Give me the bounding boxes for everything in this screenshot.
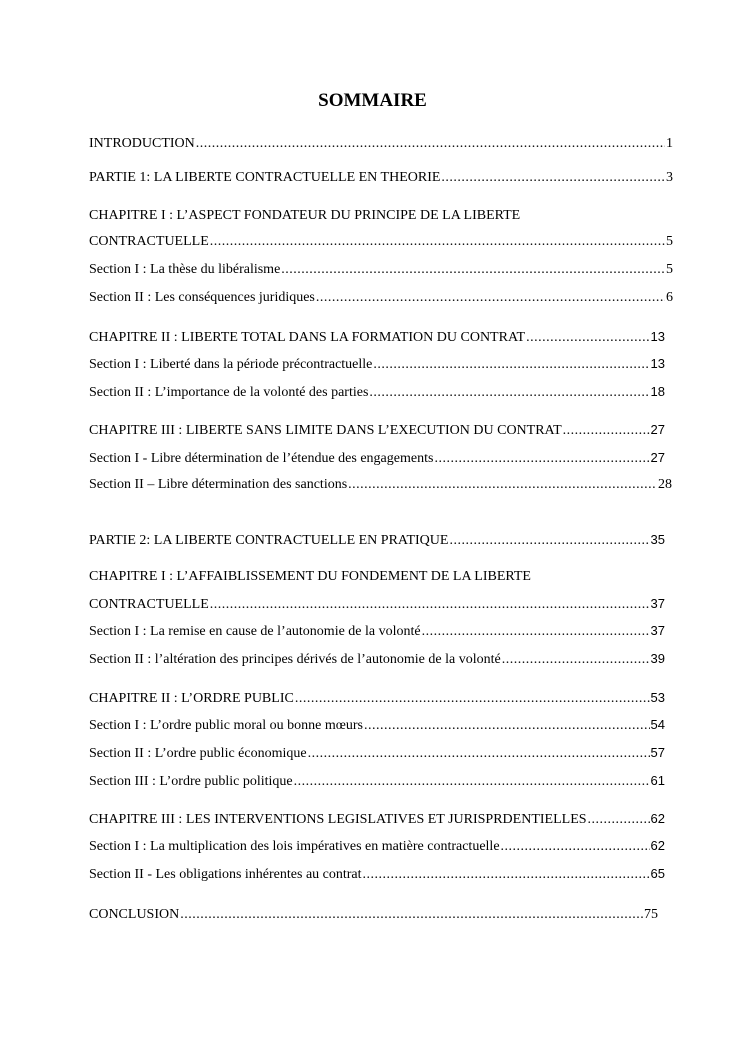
toc-entry-page: 37 <box>650 596 665 611</box>
toc-entry-page: 35 <box>650 532 665 547</box>
dot-leader <box>501 838 650 856</box>
toc-entry-section[interactable] <box>89 772 665 791</box>
toc-entry-page: 61 <box>650 773 665 788</box>
dot-leader <box>308 745 650 763</box>
toc-entry-chapitre-1-title[interactable] <box>89 568 689 586</box>
dot-leader <box>210 233 665 251</box>
toc-entry-page: 62 <box>650 838 665 853</box>
toc-entry-label: Section II : Les conséquences juridiques <box>89 290 315 305</box>
toc-entry-label: Section I : La remise en cause de l’autonomie de la volonté <box>89 624 421 639</box>
toc-entry-label: Section I : L’ordre public moral ou bonne mœurs <box>89 718 363 733</box>
dot-leader <box>502 651 650 669</box>
toc-entry-label: CHAPITRE III : LES INTERVENTIONS LEGISLATIVES ET JURISPRDENTIELLES <box>89 812 587 827</box>
toc-entry-label: PARTIE 2: LA LIBERTE CONTRACTUELLE EN PRATIQUE <box>89 533 449 548</box>
toc-entry-label: CHAPITRE I : L’ASPECT FONDATEUR DU PRINCIPE DE LA LIBERTE <box>89 208 521 223</box>
toc-entry-chapitre-3[interactable] <box>89 810 665 829</box>
dot-leader <box>441 169 665 187</box>
dot-leader <box>373 356 649 374</box>
toc-entry-label: Section II – Libre détermination des sanctions <box>89 477 348 492</box>
toc-entry-page: 54 <box>650 717 665 732</box>
toc-entry-label: CONTRACTUELLE <box>89 234 209 249</box>
dot-leader <box>434 450 649 468</box>
toc-entry-label: Section II : l’altération des principes dérivés de l’autonomie de la volonté <box>89 652 501 667</box>
toc-entry-label: CHAPITRE II : L’ORDRE PUBLIC <box>89 691 294 706</box>
toc-entry-label: INTRODUCTION <box>89 136 195 151</box>
toc-entry-section[interactable] <box>89 355 665 374</box>
toc-entry-label: Section I : La multiplication des lois impératives en matière contractuelle <box>89 839 500 854</box>
toc-entry-chapitre-1-title[interactable] <box>89 207 689 225</box>
toc-entry-page: 57 <box>650 745 665 760</box>
toc-entry-conclusion[interactable] <box>89 906 658 924</box>
toc-entry-chapitre-1-continuation[interactable] <box>89 595 665 614</box>
toc-entry-section[interactable] <box>89 383 665 402</box>
toc-entry-chapitre-1-continuation[interactable] <box>89 233 673 251</box>
toc-entry-introduction[interactable] <box>89 135 673 153</box>
toc-entry-page: 5 <box>666 262 673 277</box>
toc-entry-label: Section I : Liberté dans la période précontractuelle <box>89 357 373 372</box>
toc-entry-section[interactable] <box>89 289 673 307</box>
toc-entry-page: 6 <box>666 290 673 305</box>
toc-entry-page: 62 <box>650 811 665 826</box>
dot-leader <box>348 476 657 494</box>
toc-entry-label: CHAPITRE II : LIBERTE TOTAL DANS LA FORMATION DU CONTRAT <box>89 330 526 345</box>
toc-entry-page: 3 <box>666 170 673 185</box>
dot-leader <box>563 422 650 440</box>
toc-entry-chapitre-3[interactable] <box>89 421 665 440</box>
toc-entry-label: Section I : La thèse du libéralisme <box>89 262 281 277</box>
page-title: SOMMAIRE <box>318 90 427 111</box>
toc-entry-label: CHAPITRE III : LIBERTE SANS LIMITE DANS L’EXECUTION DU CONTRAT <box>89 423 562 438</box>
toc-entry-section[interactable] <box>89 716 665 735</box>
toc-entry-page: 28 <box>658 477 672 492</box>
toc-entry-chapitre-2[interactable] <box>89 328 665 347</box>
toc-entry-page: 5 <box>666 234 673 249</box>
toc-entry-page: 65 <box>650 866 665 881</box>
toc-entry-section[interactable] <box>89 261 673 279</box>
dot-leader <box>180 906 643 924</box>
toc-entry-page: 39 <box>650 651 665 666</box>
dot-leader <box>210 596 650 614</box>
toc-entry-label: Section II - Les obligations inhérentes au contrat <box>89 867 362 882</box>
dot-leader <box>295 690 650 708</box>
dot-leader <box>526 329 649 347</box>
toc-entry-partie-2[interactable] <box>89 531 665 550</box>
dot-leader <box>449 532 649 550</box>
toc-entry-section[interactable] <box>89 449 665 468</box>
toc-entry-section[interactable] <box>89 622 665 641</box>
toc-entry-section[interactable] <box>89 837 665 856</box>
toc-entry-page: 13 <box>650 356 665 371</box>
dot-leader <box>363 866 650 884</box>
toc-entry-label: Section I - Libre détermination de l’étendue des engagements <box>89 451 434 466</box>
dot-leader <box>294 773 650 791</box>
toc-entry-page: 1 <box>666 136 673 151</box>
toc-entry-label: Section II : L’ordre public économique <box>89 746 307 761</box>
toc-entry-label: CHAPITRE I : L’AFFAIBLISSEMENT DU FONDEMENT DE LA LIBERTE <box>89 569 531 584</box>
dot-leader <box>196 135 665 153</box>
toc-entry-label: Section II : L’importance de la volonté des parties <box>89 385 369 400</box>
toc-entry-label: CONCLUSION <box>89 907 180 922</box>
toc-entry-page: 13 <box>650 329 665 344</box>
toc-entry-page: 27 <box>650 422 665 437</box>
dot-leader <box>281 261 665 279</box>
dot-leader <box>588 811 650 829</box>
toc-entry-page: 37 <box>650 623 665 638</box>
toc-entry-section[interactable] <box>89 476 672 494</box>
toc-entry-partie-1[interactable] <box>89 169 673 187</box>
toc-entry-page: 53 <box>650 690 665 705</box>
toc-entry-chapitre-2[interactable] <box>89 689 665 708</box>
toc-entry-label: Section III : L’ordre public politique <box>89 774 293 789</box>
dot-leader <box>364 717 650 735</box>
toc-entry-page: 18 <box>650 384 665 399</box>
dot-leader <box>369 384 649 402</box>
dot-leader <box>316 289 665 307</box>
toc-entry-page: 75 <box>644 907 658 922</box>
toc-entry-label: PARTIE 1: LA LIBERTE CONTRACTUELLE EN THEORIE <box>89 170 441 185</box>
toc-entry-section[interactable] <box>89 744 665 763</box>
toc-entry-section[interactable] <box>89 650 665 669</box>
toc-entry-section[interactable] <box>89 865 665 884</box>
dot-leader <box>422 623 650 641</box>
toc-entry-label: CONTRACTUELLE <box>89 597 209 612</box>
toc-entry-page: 27 <box>650 450 665 465</box>
